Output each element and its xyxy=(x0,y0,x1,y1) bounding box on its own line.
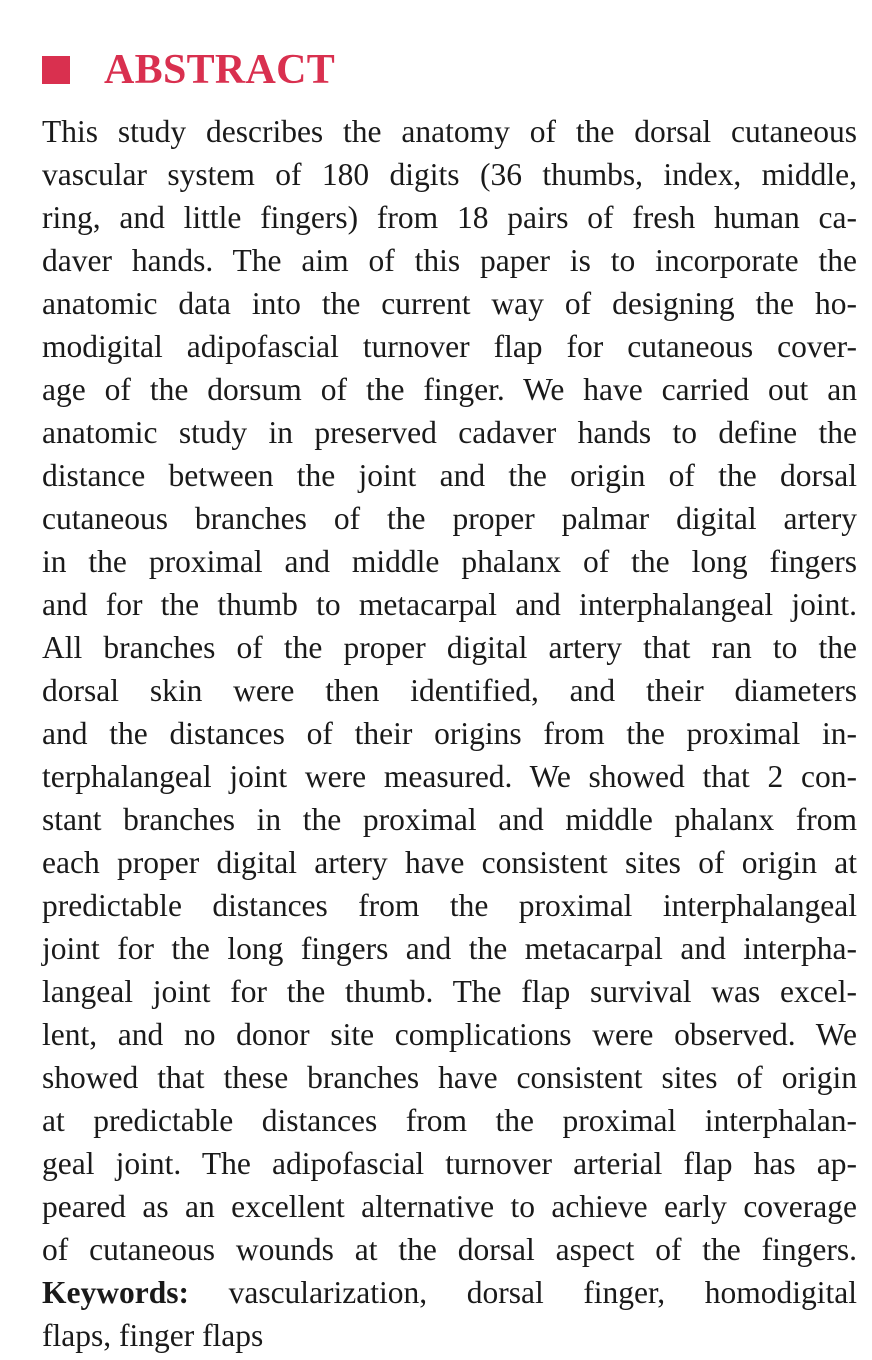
abstract-text xyxy=(42,110,857,1271)
abstract-line: distance between the joint and the origin of the dorsal xyxy=(42,458,857,493)
abstract-line: terphalangeal joint were measured. We showed that 2 con- xyxy=(42,759,857,794)
keywords-block xyxy=(42,1271,857,1357)
abstract-line: at predictable distances from the proximal interphalan- xyxy=(42,1103,857,1138)
abstract-line: age of the dorsum of the finger. We have carried out an xyxy=(42,372,857,407)
abstract-line: All branches of the proper digital artery that ran to the xyxy=(42,630,857,665)
section-title: ABSTRACT xyxy=(104,47,336,93)
abstract-line: cutaneous branches of the proper palmar digital artery xyxy=(42,501,857,536)
keywords-line-2: flaps, finger flaps xyxy=(42,1318,264,1353)
abstract-line: vascular system of 180 digits (36 thumbs, index, middle, xyxy=(42,157,857,192)
abstract-line: daver hands. The aim of this paper is to incorporate the xyxy=(42,243,857,278)
abstract-line: langeal joint for the thumb. The flap survival was excel- xyxy=(42,974,857,1009)
keywords-line-1 xyxy=(42,1271,857,1314)
abstract-line: dorsal skin were then identified, and their diameters xyxy=(42,673,857,708)
abstract-line: anatomic data into the current way of designing the ho- xyxy=(42,286,857,321)
abstract-line: lent, and no donor site complications were observed. We xyxy=(42,1017,857,1052)
section-heading xyxy=(42,44,857,96)
abstract-line: each proper digital artery have consistent sites of origin at xyxy=(42,845,857,880)
abstract-line: modigital adipofascial turnover flap for cutaneous cover- xyxy=(42,329,857,364)
abstract-line: joint for the long fingers and the metacarpal and interpha- xyxy=(42,931,857,966)
abstract-line: stant branches in the proximal and middle phalanx from xyxy=(42,802,857,837)
abstract-line: predictable distances from the proximal interphalangeal xyxy=(42,888,857,923)
square-bullet-icon xyxy=(42,56,70,84)
abstract-line: showed that these branches have consistent sites of origin xyxy=(42,1060,857,1095)
keywords-label: Keywords: xyxy=(42,1275,189,1310)
abstract-line: ring, and little fingers) from 18 pairs of fresh human ca- xyxy=(42,200,857,235)
abstract-line: and the distances of their origins from the proximal in- xyxy=(42,716,857,751)
abstract-line: anatomic study in preserved cadaver hands to define the xyxy=(42,415,857,450)
abstract-line: in the proximal and middle phalanx of the long fingers xyxy=(42,544,857,579)
abstract-line: of cutaneous wounds at the dorsal aspect of the fingers. xyxy=(42,1232,857,1267)
abstract-section xyxy=(42,44,857,1357)
keywords-list: vascularization, dorsal finger, homodigital xyxy=(188,1275,857,1310)
abstract-line: and for the thumb to metacarpal and interphalangeal joint. xyxy=(42,587,857,622)
abstract-line: geal joint. The adipofascial turnover arterial flap has ap- xyxy=(42,1146,857,1181)
abstract-line: This study describes the anatomy of the dorsal cutaneous xyxy=(42,114,857,149)
abstract-line: peared as an excellent alternative to achieve early coverage xyxy=(42,1189,857,1224)
